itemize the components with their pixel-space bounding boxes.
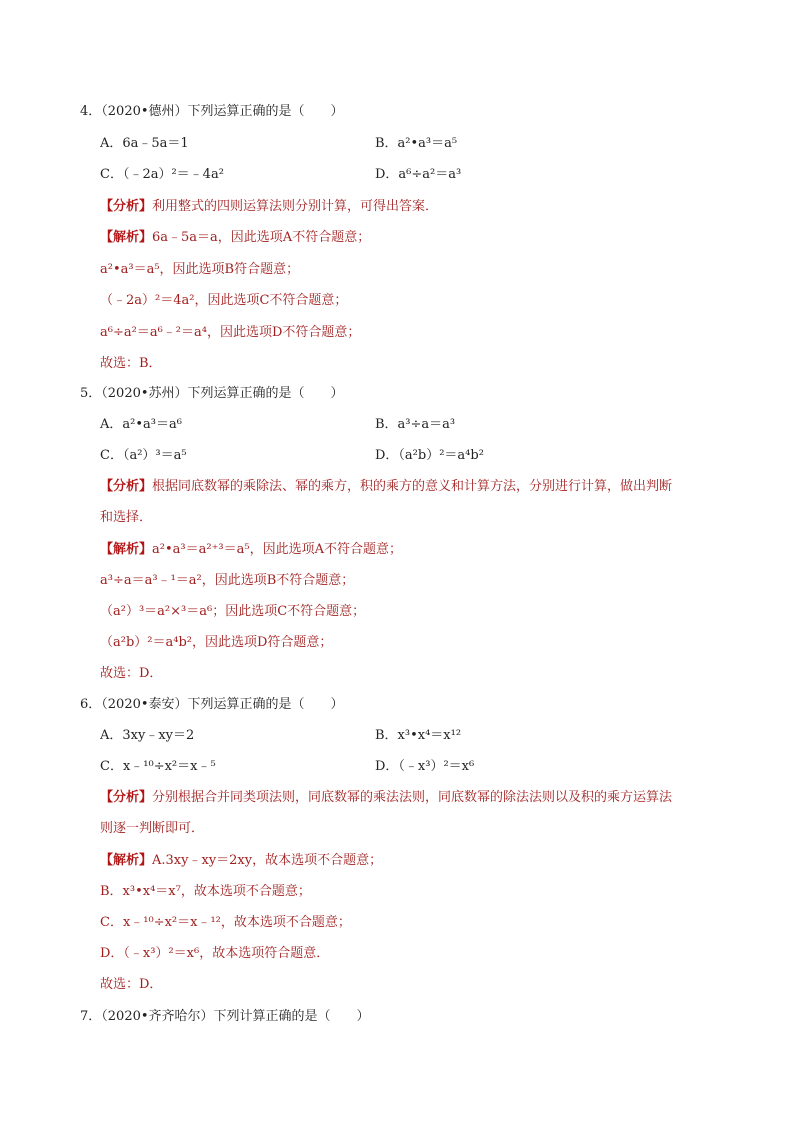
analysis-text: 利用整式的四则运算法则分别计算，可得出答案．: [152, 199, 439, 214]
question-5-solution-4: （a²b）²＝a⁴b²，因此选项D符合题意；: [100, 635, 333, 650]
question-6-solution-4: D．（﹣x³）²＝x⁶，故本选项符合题意．: [100, 946, 330, 961]
question-4-answer: 故选：B．: [100, 356, 162, 371]
analysis-tag: 【分析】: [100, 199, 153, 214]
question-4-solution-3: （﹣2a）²＝4a²，因此选项C不符合题意；: [100, 293, 348, 308]
question-4-option-a: A．6a﹣5a＝1: [100, 136, 189, 151]
question-4-option-c: C．（﹣2a）²＝﹣4a²: [100, 167, 224, 182]
solution-text: 6a﹣5a＝a，因此选项A不符合题意；: [152, 230, 371, 245]
question-5-solution-2: a³÷a＝a³﹣¹＝a²，因此选项B不符合题意；: [100, 573, 355, 588]
question-5-option-c: C．（a²）³＝a⁵: [100, 448, 187, 463]
solution-text: a²•a³＝a²⁺³＝a⁵，因此选项A不符合题意；: [152, 542, 402, 557]
question-4-solution-1: [100, 229, 370, 247]
question-4-solution-2: a²•a³＝a⁵，因此选项B符合题意；: [100, 262, 300, 277]
question-4-analysis: [100, 198, 438, 216]
question-5-solution-1: [100, 541, 402, 559]
question-6-solution-3: C．x﹣¹⁰÷x²＝x﹣¹²，故本选项不合题意；: [100, 915, 351, 930]
question-5-analysis-cont: 和选择．: [100, 510, 153, 525]
question-6-option-a: A．3xy﹣xy＝2: [100, 728, 195, 743]
question-4-option-b: B．a²•a³＝a⁵: [375, 136, 458, 151]
question-6-option-d: D．（﹣x³）²＝x⁶: [375, 759, 475, 774]
solution-tag: 【解析】: [100, 853, 153, 868]
solution-text: A.3xy﹣xy＝2xy，故本选项不合题意；: [152, 853, 383, 868]
question-6-option-c: C．x﹣¹⁰÷x²＝x﹣⁵: [100, 759, 216, 774]
question-5-option-d: D．（a²b）²＝a⁴b²: [375, 448, 484, 463]
question-4-option-d: D．a⁶÷a²＝a³: [375, 167, 462, 182]
question-6-solution-1: [100, 852, 382, 870]
question-5-stem: 5．（2020•苏州）下列运算正确的是（ ）: [80, 386, 344, 401]
question-6-analysis-cont: 则逐一判断即可．: [100, 821, 205, 836]
question-4-solution-4: a⁶÷a²＝a⁶﹣²＝a⁴，因此选项D不符合题意；: [100, 325, 361, 340]
question-5-option-a: A．a²•a³＝a⁶: [100, 417, 182, 432]
analysis-tag: 【分析】: [100, 790, 153, 805]
question-6-answer: 故选：D．: [100, 977, 163, 992]
question-6-analysis: [100, 789, 672, 807]
analysis-text: 根据同底数幂的乘除法、幂的乘方，积的乘方的意义和计算方法，分别进行计算，做出判断: [152, 479, 673, 494]
solution-tag: 【解析】: [100, 230, 153, 245]
question-7-stem: 7．（2020•齐齐哈尔）下列计算正确的是（ ）: [80, 1009, 370, 1024]
question-6-option-b: B．x³•x⁴＝x¹²: [375, 728, 462, 743]
question-5-solution-3: （a²）³＝a²×³＝a⁶；因此选项C不符合题意；: [100, 604, 366, 619]
solution-tag: 【解析】: [100, 542, 153, 557]
question-5-option-b: B．a³÷a＝a³: [375, 417, 456, 432]
question-5-analysis: [100, 478, 672, 496]
analysis-text: 分别根据合并同类项法则，同底数幂的乘法法则，同底数幂的除法法则以及积的乘方运算法: [152, 790, 673, 805]
question-4-stem: 4．（2020•德州）下列运算正确的是（ ）: [80, 104, 344, 119]
question-5-answer: 故选：D．: [100, 666, 163, 681]
question-6-solution-2: B．x³•x⁴＝x⁷，故本选项不合题意；: [100, 884, 311, 899]
question-6-stem: 6．（2020•泰安）下列运算正确的是（ ）: [80, 697, 344, 712]
analysis-tag: 【分析】: [100, 479, 153, 494]
